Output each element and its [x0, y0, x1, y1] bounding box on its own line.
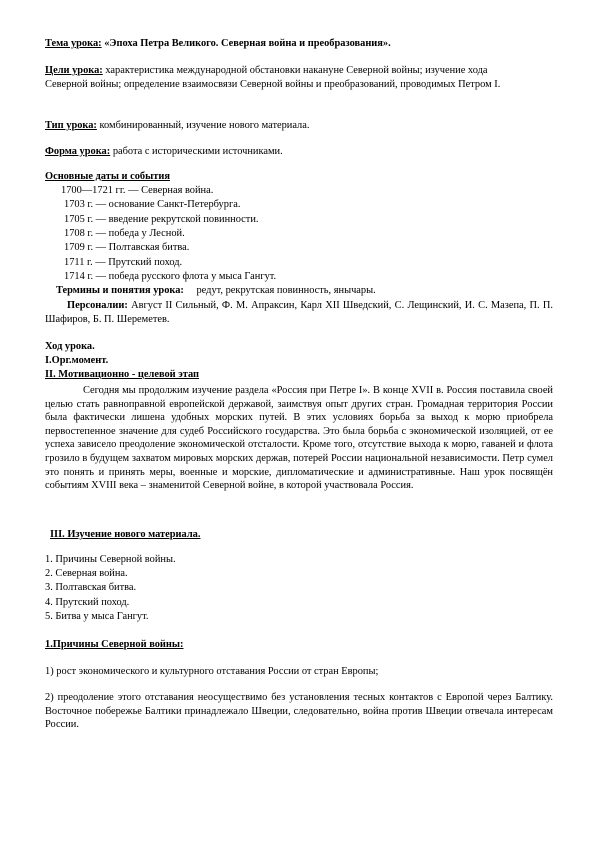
- study-heading: III. Изучение нового материала.: [50, 529, 201, 540]
- form-value: работа с историческими источниками.: [112, 146, 283, 157]
- date-item: 1700—1721 гг. — Северная война.: [61, 185, 214, 196]
- lesson-form: [45, 145, 553, 159]
- course-heading: Ход урока.: [45, 341, 95, 352]
- topic-label: Тема урока:: [45, 38, 102, 49]
- persons-value: Август II Сильный, Ф. М. Апраксин, Карл XII Шведский, С. Лещинский, И. С. Мазепа, П. П. Шафиров, Б. П. Шереметев.: [45, 300, 553, 325]
- motivation-text: Сегодня мы продолжим изучение раздела «Россия при Петре I». В конце XVII в. Россия поставила своей целью стать равноправной европейской державой, заимствуя опыт других стран. Громадная территория России была фактически лишена удобных морских путей. В этих условиях борьба за выход к морю приобрела первостепенное значение для судеб Российского государства. Это была борьба с экономической изоляцией, от ее успеха зависело преодоление экономической отсталости. Кроме того, отсутствие выхода к морю, гаваней и флота грозило в будущем захватом мировых морских держав, потерей России национальной независимости. Петр сумел это понять и принять меры, военные и морские, дипломатические и административные. Наш урок посвящён событиям XVIII века – знаменитой Северной войне, в которой участвовала Россия.: [45, 385, 553, 492]
- dates-heading: Основные даты и события: [45, 171, 170, 182]
- form-label: Форма урока:: [45, 146, 111, 157]
- terms-label: Термины и понятия урока:: [56, 285, 184, 296]
- type-label: Тип урока:: [45, 120, 97, 131]
- motivation-heading: II. Мотивационно - целевой этап: [45, 369, 200, 380]
- plan-item: 5. Битва у мыса Гангут.: [45, 611, 149, 622]
- type-value: комбинированный, изучение нового материала.: [99, 120, 310, 131]
- lesson-persons: [45, 299, 553, 326]
- plan-item: 2. Северная война.: [45, 568, 128, 579]
- date-item: 1703 г. — основание Санкт-Петербурга.: [64, 199, 241, 210]
- lesson-goals: [45, 64, 525, 91]
- causes-heading: 1.Причины Северной войны:: [45, 639, 184, 650]
- date-item: 1708 г. — победа у Лесной.: [64, 228, 185, 239]
- lesson-terms: [56, 284, 376, 298]
- persons-label: Персоналии:: [67, 300, 128, 311]
- topic-value: «Эпоха Петра Великого. Северная война и преобразования».: [104, 38, 391, 49]
- plan-item: 3. Полтавская битва.: [45, 582, 137, 593]
- cause-1: 1) рост экономического и культурного отставания России от стран Европы;: [45, 666, 379, 677]
- goals-label: Цели урока:: [45, 65, 103, 76]
- plan-item: 1. Причины Северной войны.: [45, 554, 176, 565]
- plan-item: 4. Прутский поход.: [45, 597, 130, 608]
- lesson-type: [45, 119, 553, 133]
- terms-value: редут, рекрутская повинность, янычары.: [196, 285, 376, 296]
- org-moment: I.Орг.момент.: [45, 355, 109, 366]
- date-item: 1709 г. — Полтавская битва.: [64, 242, 190, 253]
- date-item: 1705 г. — введение рекрутской повинности.: [64, 214, 259, 225]
- lesson-topic: [45, 37, 553, 51]
- date-item: 1711 г. — Прутский поход.: [64, 257, 183, 268]
- cause-2: 2) преодоление этого отставания неосуществимо без установления тесных контактов с Европой через Балтику. Восточное побережье Балтики принадлежало Швеции, следовательно, война против Швеции отвечала интересам России.: [45, 692, 553, 731]
- date-item: 1714 г. — победа русского флота у мыса Гангут.: [64, 271, 277, 282]
- goals-value: характеристика международной обстановки накануне Северной войны; изучение хода Северной войны; определение взаимосвязи Северной войны и преобразований, проводимых Петром I.: [45, 65, 501, 90]
